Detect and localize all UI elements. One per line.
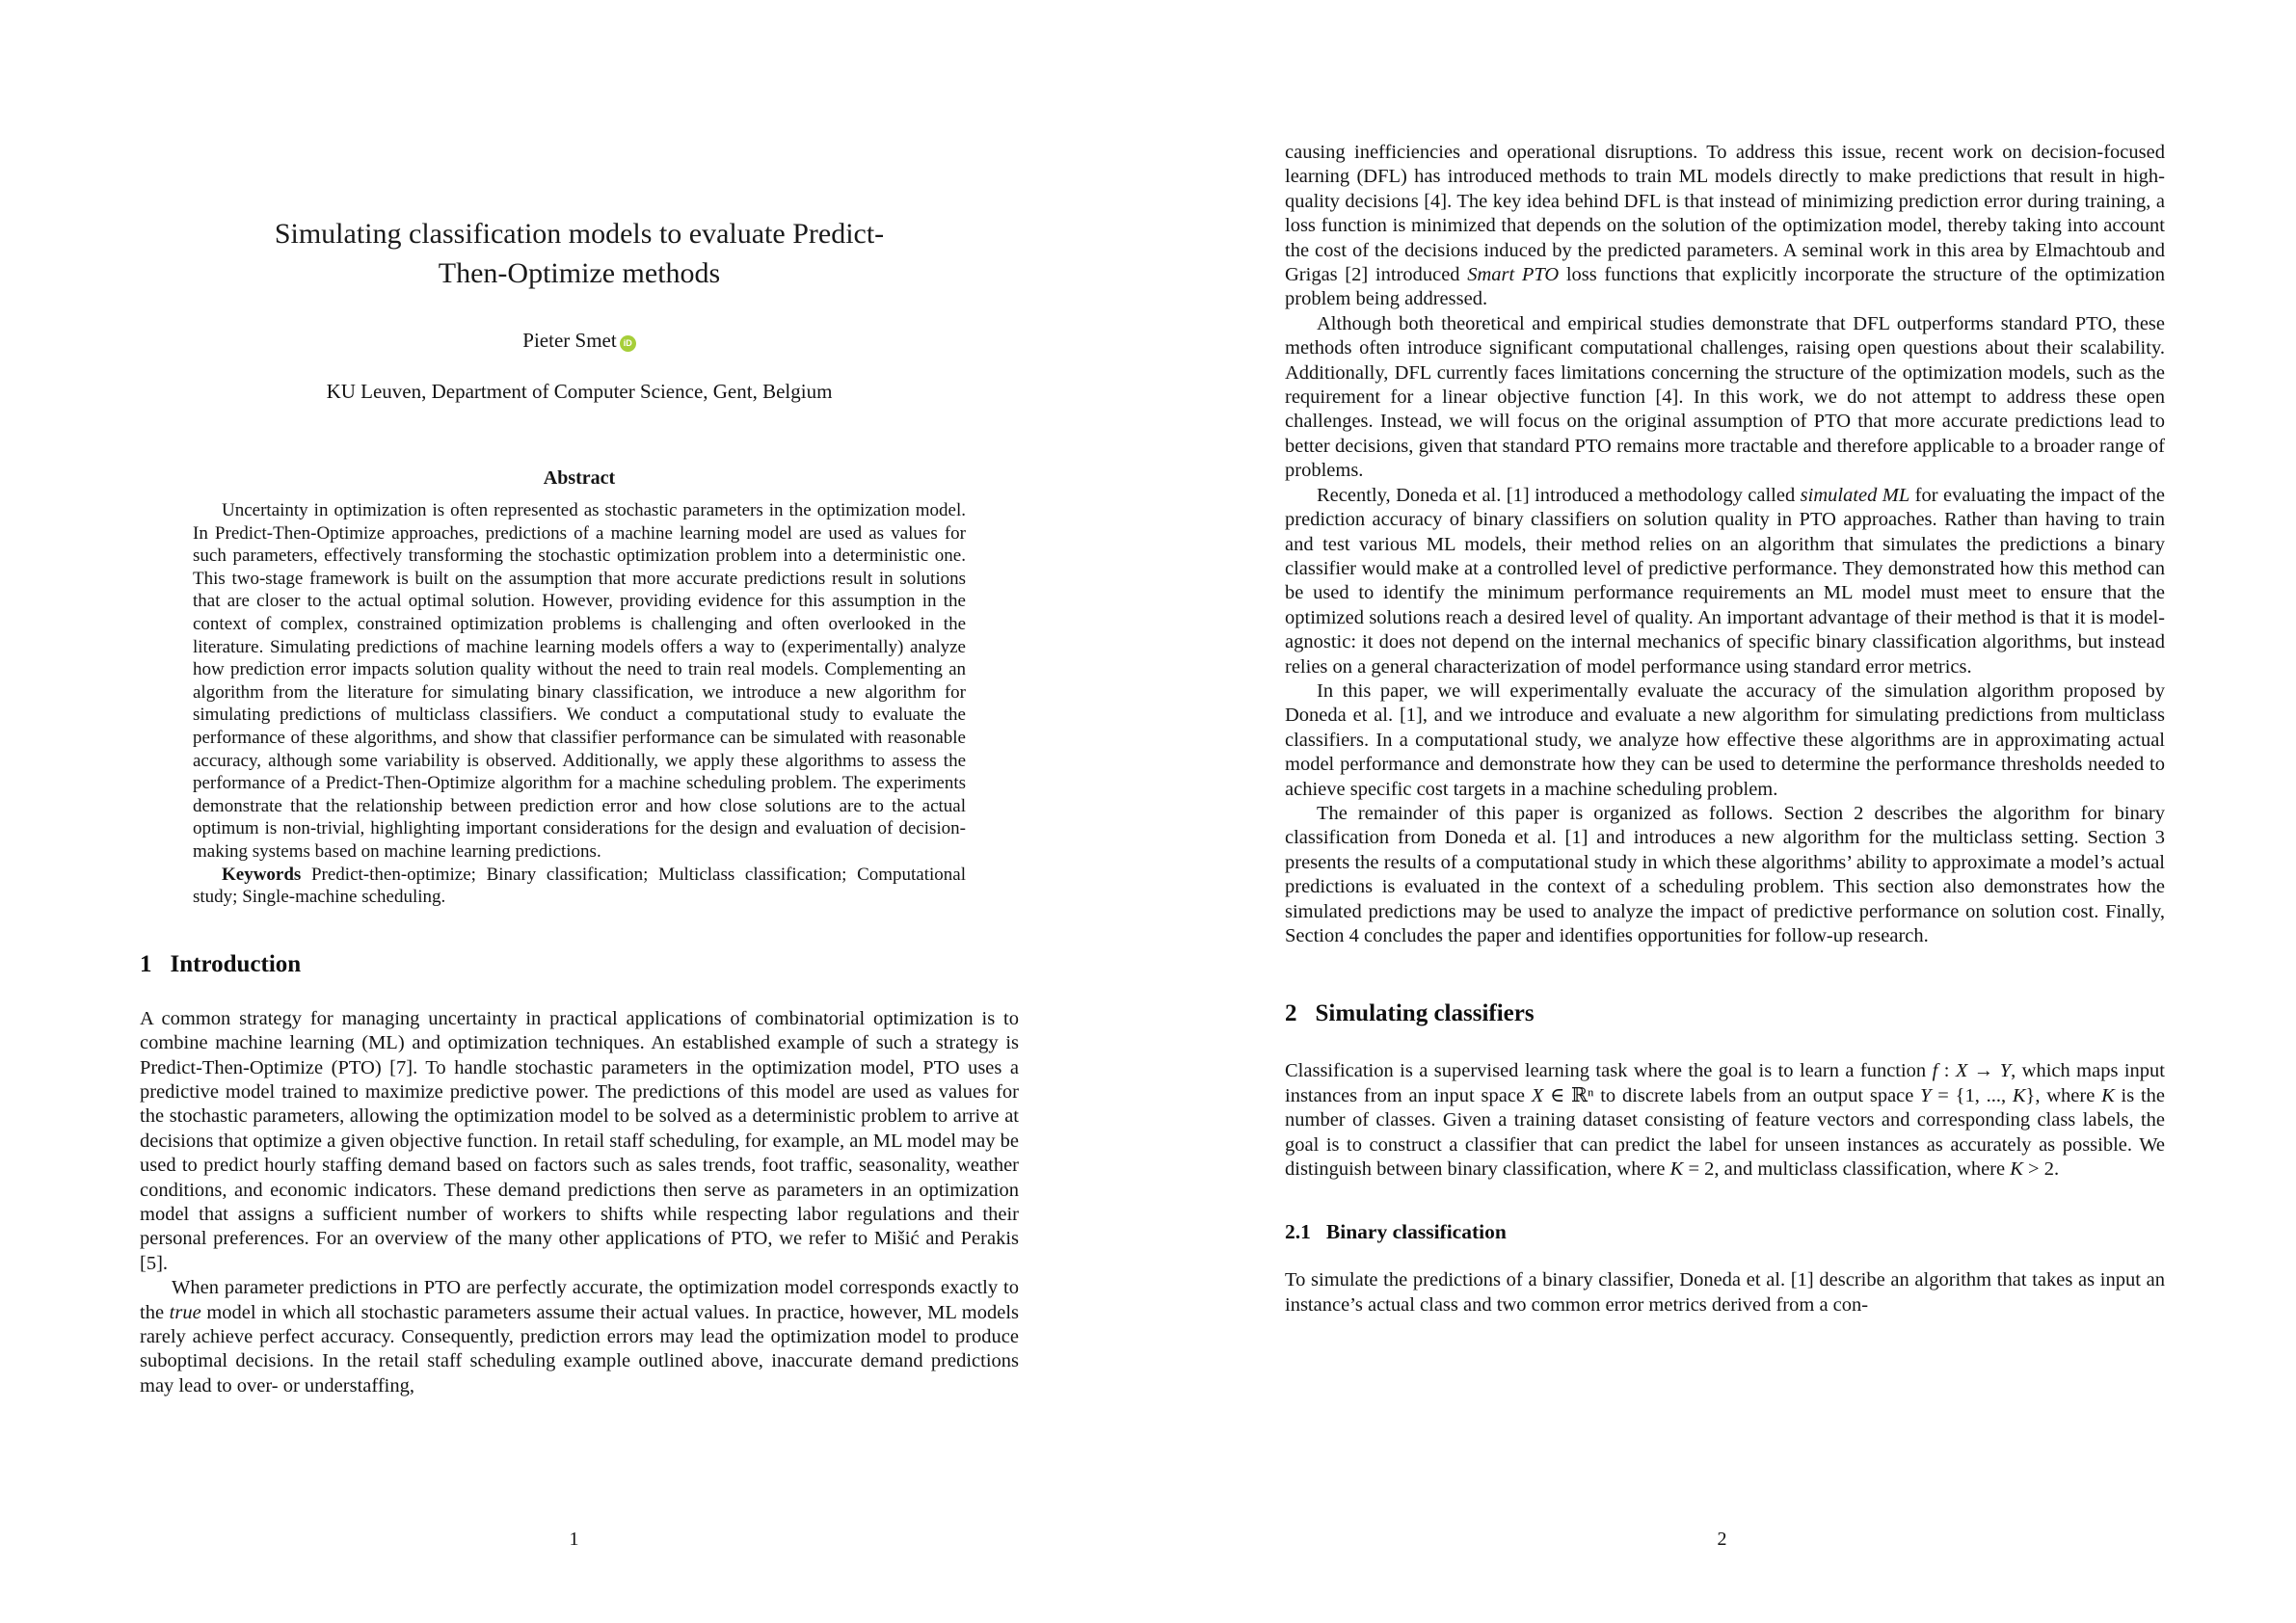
affiliation: KU Leuven, Department of Computer Science, Gent, Belgium [326, 380, 833, 403]
orcid-icon[interactable]: iD [620, 335, 636, 352]
body-paragraph-5: The remainder of this paper is organized as follows. Section 2 describes the algorithm for binary classification from Doneda et al. [1] and introduces a new algorithm for the multiclass setting. Section 3 presents the results of a computational study in which these algorithms’ ability to approximate a model’s actual predictions is evaluated in the context of a scheduling problem. This section also demonstrates how the simulated predictions may be used to analyze the impact of predictive performance on solution cost. Finally, Section 4 concludes the paper and identifies opportunities for follow-up research. [1285, 802, 2165, 946]
intro-paragraph-1: A common strategy for managing uncertainty in practical applications of combinatorial optimization is to combine machine learning (ML) and optimization techniques. An established example of such a strategy is Predict-Then-Optimize (PTO) [7]. To handle stochastic parameters in the optimization model, PTO uses a predictive model trained to maximize predictive power. The predictions of this model are used as values for the stochastic parameters, allowing the optimization model to be solved as a deterministic problem to arrive at decisions that optimize a given objective function. In retail staff scheduling, for example, an ML model may be used to predict hourly staffing demand based on factors such as sales trends, foot traffic, seasonality, weather conditions, and economic indicators. These demand predictions then serve as parameters in an optimization model that assigns a sufficient number of workers to shifts while respecting labor regulations and their personal preferences. For an overview of the many other applications of PTO, we refer to Mišić and Perakis [5]. [140, 1007, 1019, 1274]
page-2 [1148, 0, 2296, 1623]
abstract-heading: Abstract [543, 467, 616, 489]
author-name: Pieter Smet [522, 329, 617, 352]
body-paragraph-3: Recently, Doneda et al. [1] introduced a methodology called simulated ML for evaluating the impact of the prediction accuracy of binary classifiers on solution quality in PTO approaches. Rather than having to train and test various ML models, their method relies on an algorithm that simulates the predictions a binary classifier would make at a controlled level of predictive performance. They demonstrated how this method can be used to identify the minimum performance requirements an ML model must meet to ensure that the optimized solutions reach a desired level of quality. An important advantage of their method is that it is model-agnostic: it does not depend on the internal mechanics of specific binary classification algorithms, but instead relies on a general characterization of model performance using standard error metrics. [1285, 484, 2165, 678]
section-2-1-title: Binary classification [1325, 1220, 1507, 1244]
page-1-content [140, 0, 1019, 1398]
body-paragraph-1: causing inefficiencies and operational disruptions. To address this issue, recent work on decision-focused learning (DFL) has introduced methods to train ML models directly to make predictions that result in high-quality decisions [4]. The key idea behind DFL is that instead of minimizing prediction error during training, a loss function is minimized that depends on the solution of the optimization model, thereby taking into account the cost of the decisions induced by the predicted parameters. A seminal work in this area by Elmachtoub and Grigas [2] introduced Smart PTO loss functions that explicitly incorporate the structure of the optimization problem being addressed. [1285, 142, 2165, 310]
author-line [140, 329, 1019, 353]
keywords-label: Keywords [222, 864, 302, 885]
abstract-paragraph: Uncertainty in optimization is often represented as stochastic parameters in the optimization model. In Predict-Then-Optimize approaches, predictions of a machine learning model are used as values for such parameters, effectively transforming the stochastic optimization problem into a deterministic one. This two-stage framework is built on the assumption that more accurate predictions result in solutions that are closer to the actual optimal solution. However, providing evidence for this assumption in the context of complex, constrained optimization problems is challenging and often overlooked in the literature. Simulating predictions of machine learning models offers a way to (experimentally) analyze how prediction error impacts solution quality without the need to train real models. Complementing an algorithm from the literature for simulating binary classification, we introduce a new algorithm for simulating predictions of multiclass classifiers. We conduct a computational study to evaluate the performance of these algorithms, and show that classifier performance can be simulated with reasonable accuracy, although some variability is observed. Additionally, we apply these algorithms to assess the performance of a Predict-Then-Optimize algorithm for a machine scheduling problem. The experiments demonstrate that the relationship between prediction error and how close solutions are to the actual optimum is non-trivial, highlighting important considerations for the design and evaluation of decision-making systems based on machine learning predictions. [193, 500, 966, 862]
body-paragraph-2: Although both theoretical and empirical studies demonstrate that DFL outperforms standard PTO, these methods often introduce significant computational challenges, raising open questions about their scalability. Additionally, DFL currently faces limitations concerning the structure of the optimization models, such as the requirement for a linear objective function [4]. In this work, we do not attempt to address these open challenges. Instead, we will focus on the original assumption of PTO that more accurate predictions lead to better decisions, given that standard PTO remains more tractable and therefore applicable to a broader range of problems. [1285, 312, 2165, 482]
intro-paragraph-2: When parameter predictions in PTO are perfectly accurate, the optimization model corresponds exactly to the true model in which all stochastic parameters assume their actual values. In practice, however, ML models rarely achieve perfect accuracy. Consequently, prediction errors may lead the optimization model to produce suboptimal decisions. In the retail staff scheduling example outlined above, inaccurate demand predictions may lead to over- or understaffing, [140, 1277, 1019, 1397]
keywords-text: Predict-then-optimize; Binary classification; Multiclass classification; Computational study; Single-machine scheduling. [193, 864, 966, 908]
section-2-1-number: 2.1 [1285, 1220, 1311, 1244]
section-2-heading [1285, 1000, 2165, 1027]
section-2-1-paragraph: To simulate the predictions of a binary classifier, Doneda et al. [1] describe an algorithm that takes as input an instance’s actual class and two common error metrics derived from a con- [1285, 1269, 2165, 1316]
abstract-body [193, 499, 966, 909]
section-2-paragraph: Classification is a supervised learning task where the goal is to learn a function f : X → Y, which maps input instances from an input space X ∈ ℝⁿ to discrete labels from an output space Y = {1, ..., K}, where K is the number of classes. Given a training dataset consisting of feature vectors and corresponding class labels, the goal is to construct a classifier that can predict the label for unseen instances as accurately as possible. We distinguish between binary classification, where K = 2, and multiclass classification, where K > 2. [1285, 1060, 2166, 1181]
section-2-title: Simulating classifiers [1315, 1000, 1535, 1027]
page-2-content [1285, 0, 2165, 1317]
section-1-title: Introduction [170, 950, 302, 977]
section-1-number: 1 [140, 950, 152, 977]
body-paragraph-4: In this paper, we will experimentally evaluate the accuracy of the simulation algorithm proposed by Doneda et al. [1], and we introduce and evaluate a new algorithm for simulating predictions from multiclass classifiers. In a computational study, we analyze how effective these algorithms are in approximating actual model performance and demonstrate how they can be used to determine the performance thresholds needed to achieve specific cost targets in a machine scheduling problem. [1285, 679, 2165, 800]
keywords-paragraph [193, 864, 966, 909]
section-2-number: 2 [1285, 1000, 1297, 1027]
section-2-1-heading [1285, 1220, 2165, 1244]
page-2-number: 2 [1717, 1529, 1727, 1550]
paper-title: Simulating classification models to evaluate Predict-Then-Optimize methods [274, 218, 885, 289]
section-1-heading [140, 951, 1019, 978]
page-1-number: 1 [569, 1529, 579, 1550]
